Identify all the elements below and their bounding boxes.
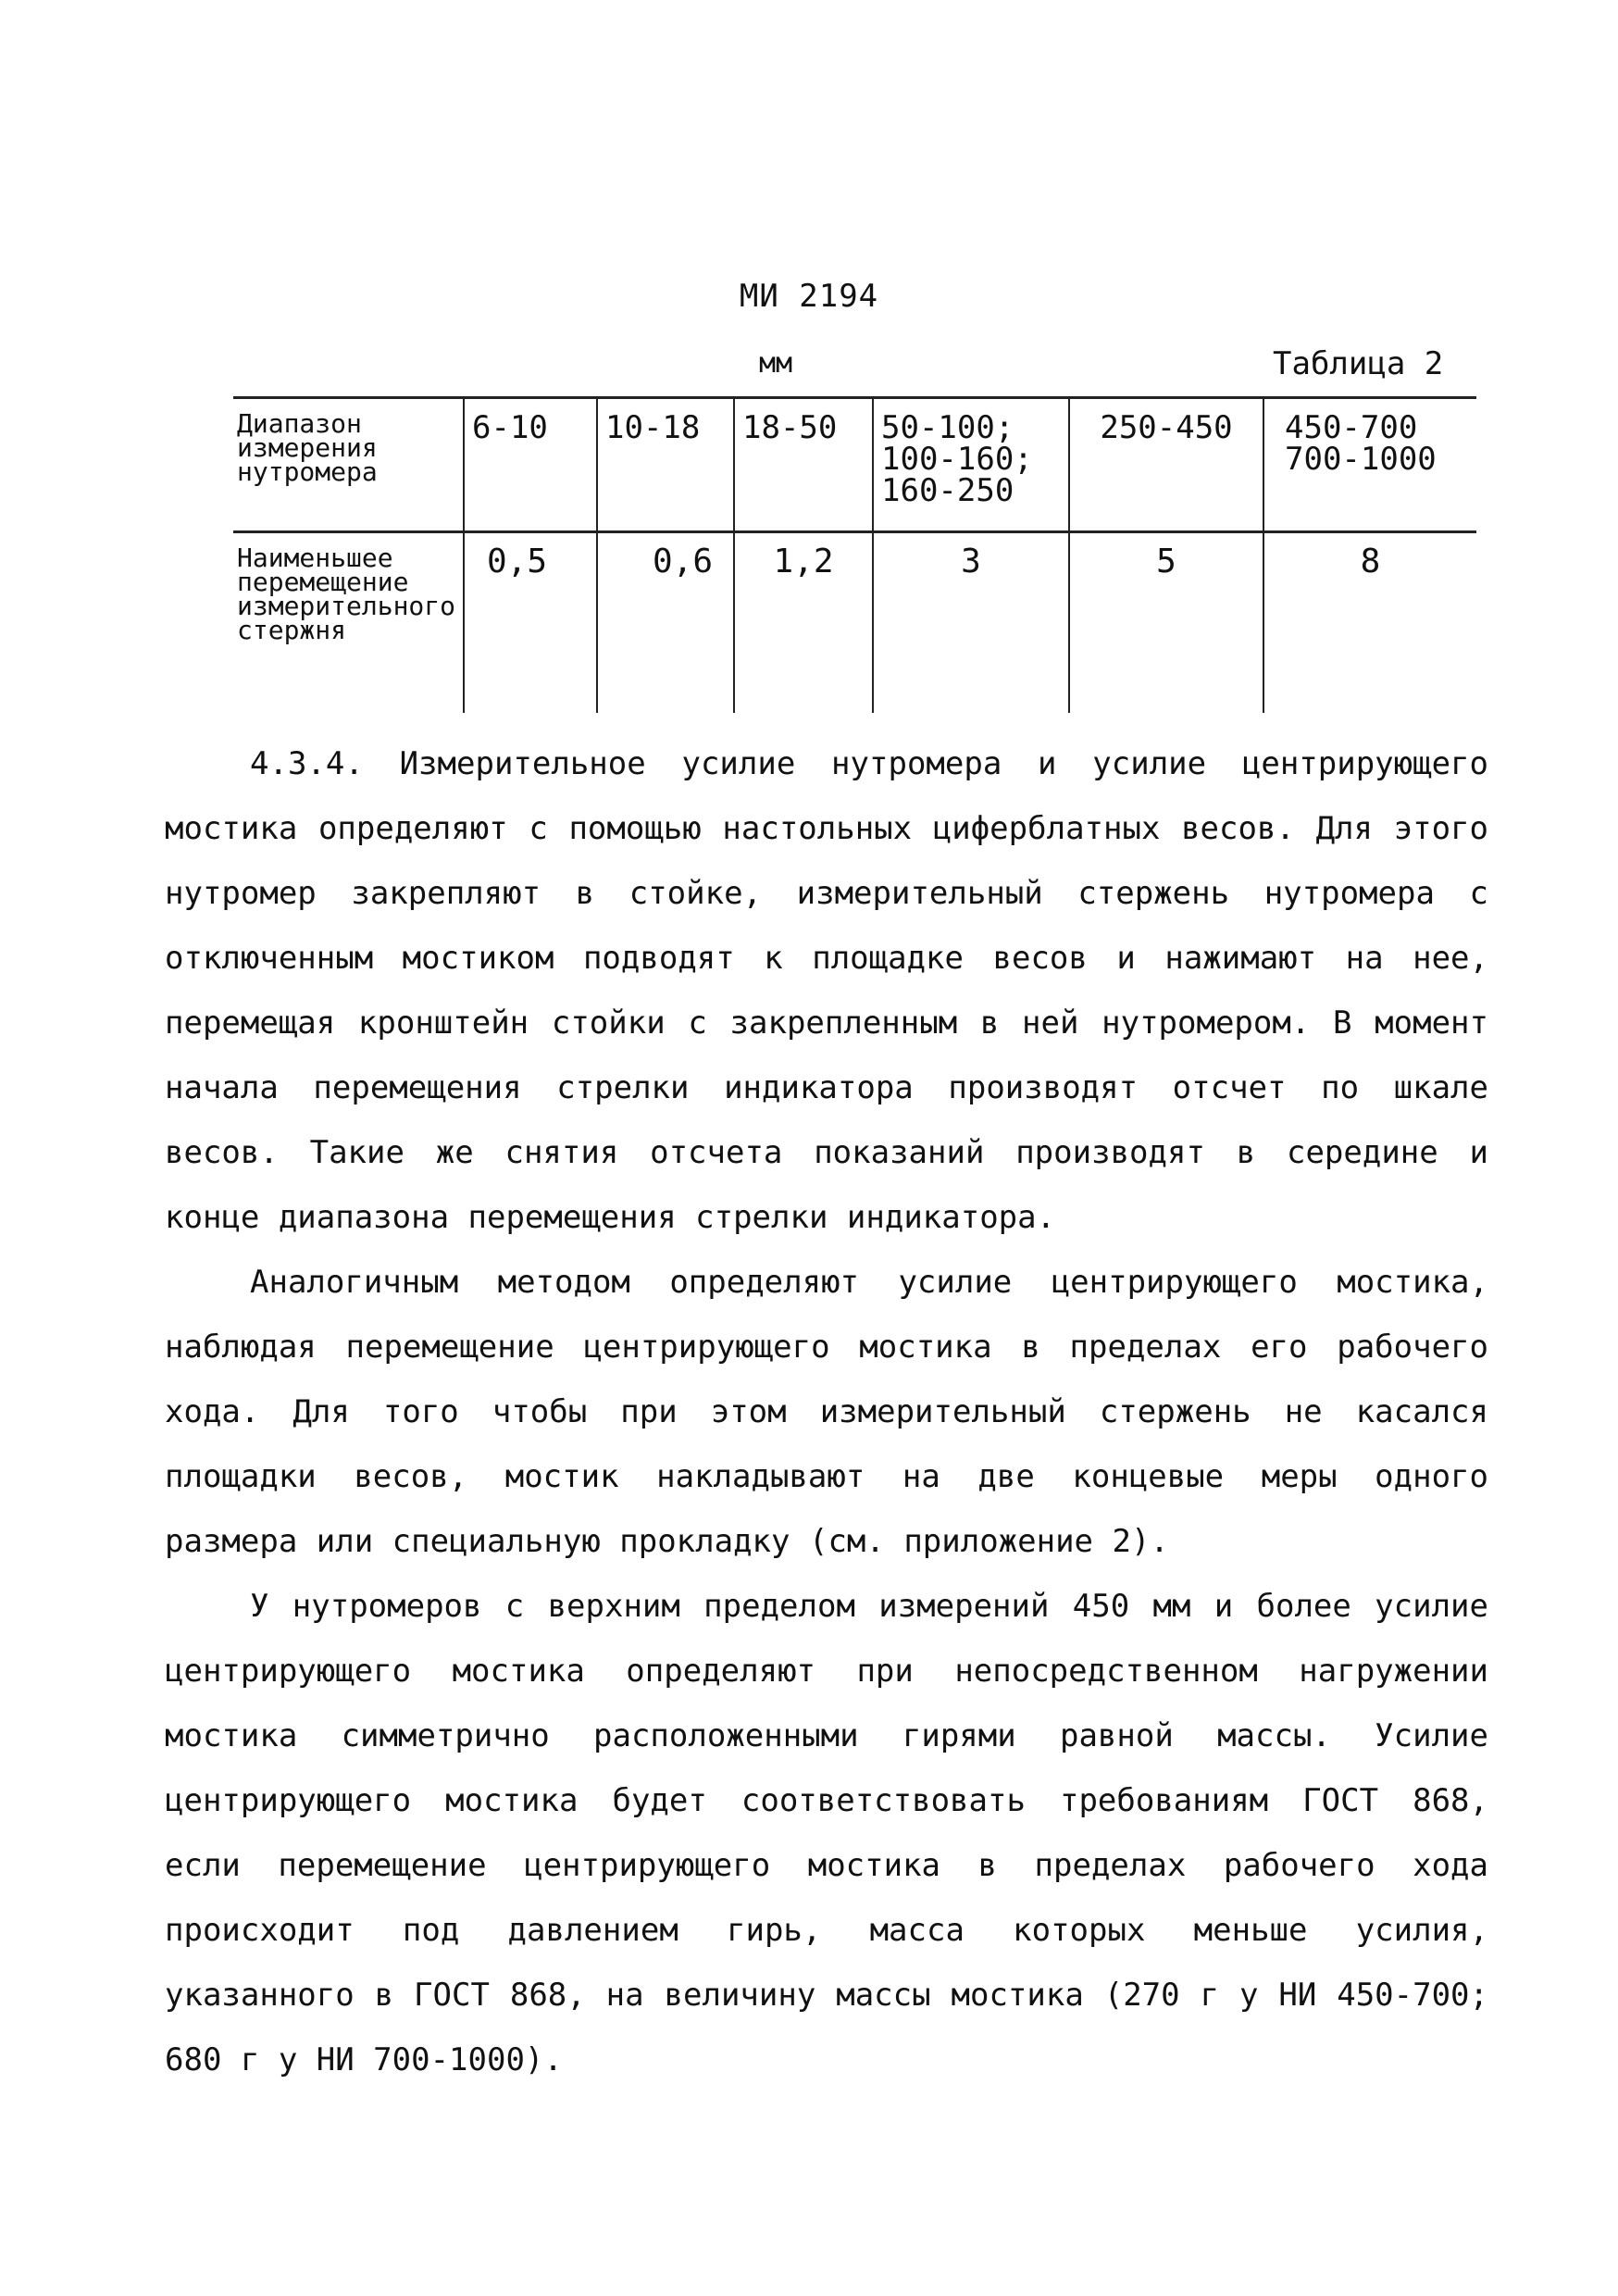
range-cell: 18-50 xyxy=(734,398,873,532)
value-cell: 8 xyxy=(1263,532,1476,714)
table-row-values xyxy=(233,532,1476,714)
paragraph-bridge-force: Аналогичным методом определяют усилие центрирующего мостика, наблюдая перемещение центрирующего мостика в пределах его рабочего хода. Для того чтобы при этом измерительный стержень не касался площадки весов, мостик накладывают на две концевые меры одного размера или специальную прокладку (см. приложение 2). xyxy=(165,1264,1488,1560)
table-row-ranges xyxy=(233,398,1476,532)
measurement-table xyxy=(233,396,1476,713)
range-cell: 450-700 700-1000 xyxy=(1263,398,1476,532)
document-code: МИ 2194 xyxy=(739,278,879,315)
range-cell: 10-18 xyxy=(597,398,734,532)
value-cell: 0,6 xyxy=(597,532,734,714)
paragraph-weights-method: У нутромеров с верхним пределом измерений 450 мм и более усилие центрирующего мостика определяют при непосредственном нагружении мостика симметрично расположенными гирями равной массы. Усилие центрирующего мостика будет соответствовать требованиям ГОСТ 868, если перемещение центрирующего мостика в пределах рабочего хода происходит под давлением гирь, масса которых меньше усилия, указанного в ГОСТ 868, на величину массы мостика (270 г у НИ 450-700; 680 г у НИ 700-1000). xyxy=(165,1588,1488,2078)
range-cell: 6-10 xyxy=(464,398,597,532)
value-cell: 1,2 xyxy=(734,532,873,714)
body-text xyxy=(165,731,1488,2092)
value-cell: 3 xyxy=(873,532,1069,714)
unit-label: мм xyxy=(759,347,793,380)
range-cell: 50-100; 100-160; 160-250 xyxy=(873,398,1069,532)
paragraph-4-3-4: 4.3.4. Измерительное усилие нутромера и усилие центрирующего мостика определяют с помощью настольных циферблатных весов. Для этого нутромер закрепляют в стойке, измерительный стержень нутромера с отключенным мостиком подводят к площадке весов и нажимают на нее, перемещая кронштейн стойки с закрепленным в ней нутромером. В момент начала перемещения стрелки индикатора производят отсчет по шкале весов. Такие же снятия отсчета показаний производят в середине и конце диапазона перемещения стрелки индикатора. xyxy=(165,745,1488,1236)
value-header-label: Наименьшее перемещение измерительного стержня xyxy=(233,532,464,714)
range-cell: 250-450 xyxy=(1069,398,1263,532)
range-header-label: Диапазон измерения нутромера xyxy=(233,398,464,532)
table-title: Таблица 2 xyxy=(1273,345,1444,382)
value-cell: 0,5 xyxy=(464,532,597,714)
value-cell: 5 xyxy=(1069,532,1263,714)
